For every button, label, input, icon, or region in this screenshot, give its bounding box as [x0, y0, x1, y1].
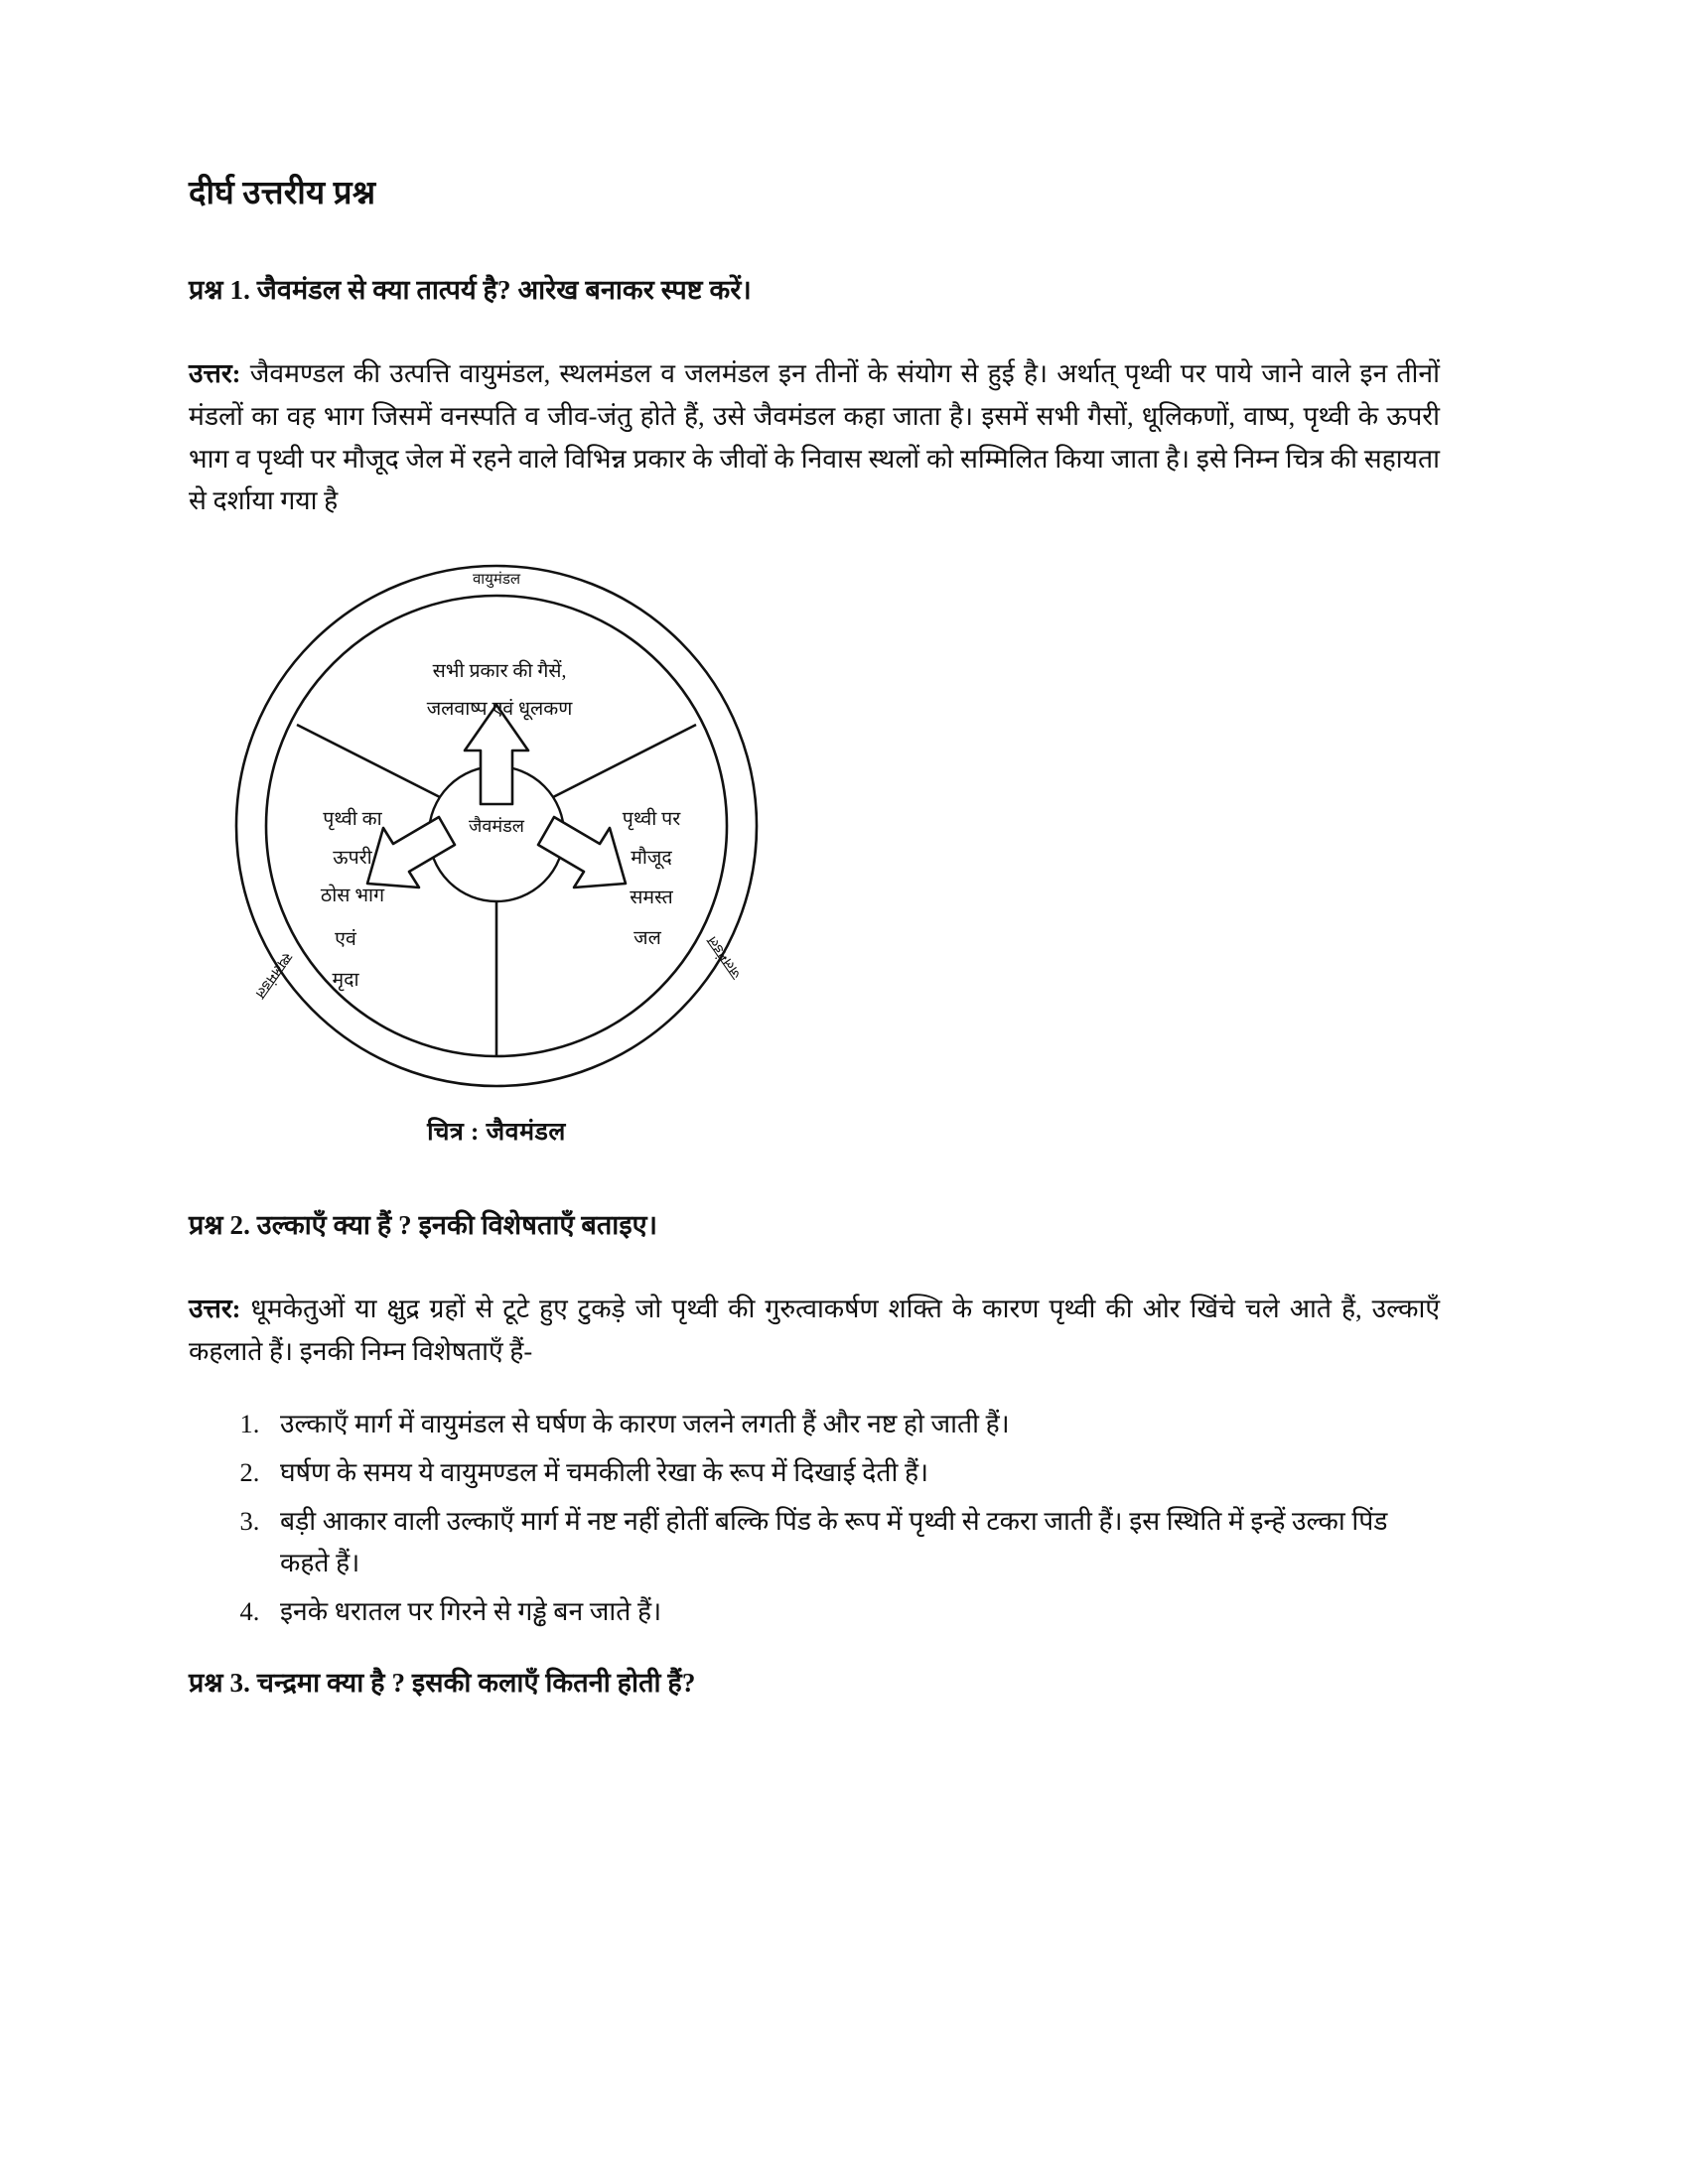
answer-body: धूमकेतुओं या क्षुद्र ग्रहों से टूटे हुए टुकड़े जो पृथ्वी की गुरुत्वाकर्षण शक्ति के कारण पृथ्वी की ओर खिंचे चले आते हैं, उल्काएँ कहलाते हैं। इनकी निम्न विशेषताएँ हैं-: [189, 1293, 1440, 1366]
arrow-down-right: [538, 817, 626, 887]
sector-left-line-4: एवं: [335, 929, 356, 951]
question-1-answer: [189, 352, 1440, 523]
biosphere-figure: [189, 556, 1440, 1148]
sector-left-line-3: ठोस भाग: [320, 886, 385, 907]
question-1-prompt: प्रश्न 1. जैवमंडल से क्या तात्पर्य है? आरेख बनाकर स्पष्ट करें।: [189, 275, 752, 306]
sector-top-line-1: सभी प्रकार की गैसें,: [432, 661, 567, 683]
sector-right-line-2: मौजूद: [631, 848, 672, 870]
question-2-prompt: प्रश्न 2. उल्काएँ क्या हैं ? इनकी विशेषताएँ बताइए।: [189, 1210, 658, 1241]
arrow-up: [465, 705, 528, 804]
divider-upper-left: [297, 725, 440, 797]
sector-left-line-5: मृदा: [332, 970, 359, 992]
sector-left-line-2: ऊपरी: [333, 848, 372, 870]
sector-top-line-2: जलवाष्प एवं धूलकण: [426, 699, 573, 721]
list-item: 3. बड़ी आकार वाली उल्काएँ मार्ग में नष्ट नहीं होतीं बल्कि पिंड के रूप में पृथ्वी से टकरा जाती हैं। इस स्थिति में इन्हें उल्का पिंड कहते हैं।: [266, 1500, 1440, 1585]
figure-caption: चित्र : जैवमंडल: [427, 1119, 566, 1147]
sector-right-line-1: पृथ्वी पर: [622, 809, 681, 831]
sector-right-line-4: जल: [633, 928, 661, 950]
ring-label-atmosphere: वायुमंडल: [472, 572, 521, 589]
page-title: दीर्घ उत्तरीय प्रश्न: [189, 176, 376, 211]
answer-label: उत्तर:: [189, 357, 241, 388]
ring-label-lithosphere: स्थलमंडल: [251, 949, 295, 1002]
sector-right-line-3: समस्त: [630, 887, 673, 909]
ring-label-hydrosphere: जलमंडल: [704, 933, 746, 983]
list-item: 2. घर्षण के समय ये वायुमण्डल में चमकीली रेखा के रूप में दिखाई देती हैं।: [266, 1451, 1440, 1494]
question-2-feature-list: [189, 1403, 1440, 1634]
divider-upper-right: [553, 725, 696, 797]
list-item: 4. इनके धरातल पर गिरने से गड्ढे बन जाते हैं।: [266, 1590, 1440, 1633]
answer-label: उत्तर:: [189, 1293, 241, 1323]
list-item: 1. उल्काएँ मार्ग में वायुमंडल से घर्षण के कारण जलने लगती हैं और नष्ट हो जाती हैं।: [266, 1403, 1440, 1445]
question-3-prompt: प्रश्न 3. चन्द्रमा क्या है ? इसकी कलाएँ कितनी होती हैं?: [189, 1668, 696, 1699]
sector-left-line-1: पृथ्वी का: [323, 809, 382, 831]
biosphere-diagram-svg: [199, 556, 814, 1112]
question-2-answer: [189, 1288, 1440, 1373]
core-label-biosphere: जैवमंडल: [469, 816, 524, 837]
answer-body: जैवमण्डल की उत्पत्ति वायुमंडल, स्थलमंडल व जलमंडल इन तीनों के संयोग से हुई है। अर्थात् पृथ्वी पर पाये जाने वाले इन तीनों मंडलों का वह भाग जिसमें वनस्पति व जीव-जंतु होते हैं, उसे जैवमंडल कहा जाता है। इसमें सभी गैसों, धूलिकणों, वाष्प, पृथ्वी के ऊपरी भाग व पृथ्वी पर मौजूद जेल में रहने वाले विभिन्न प्रकार के जीवों के निवास स्थलों को सम्मिलित किया जाता है। इसे निम्न चित्र की सहायता से दर्शाया गया है: [189, 357, 1440, 516]
